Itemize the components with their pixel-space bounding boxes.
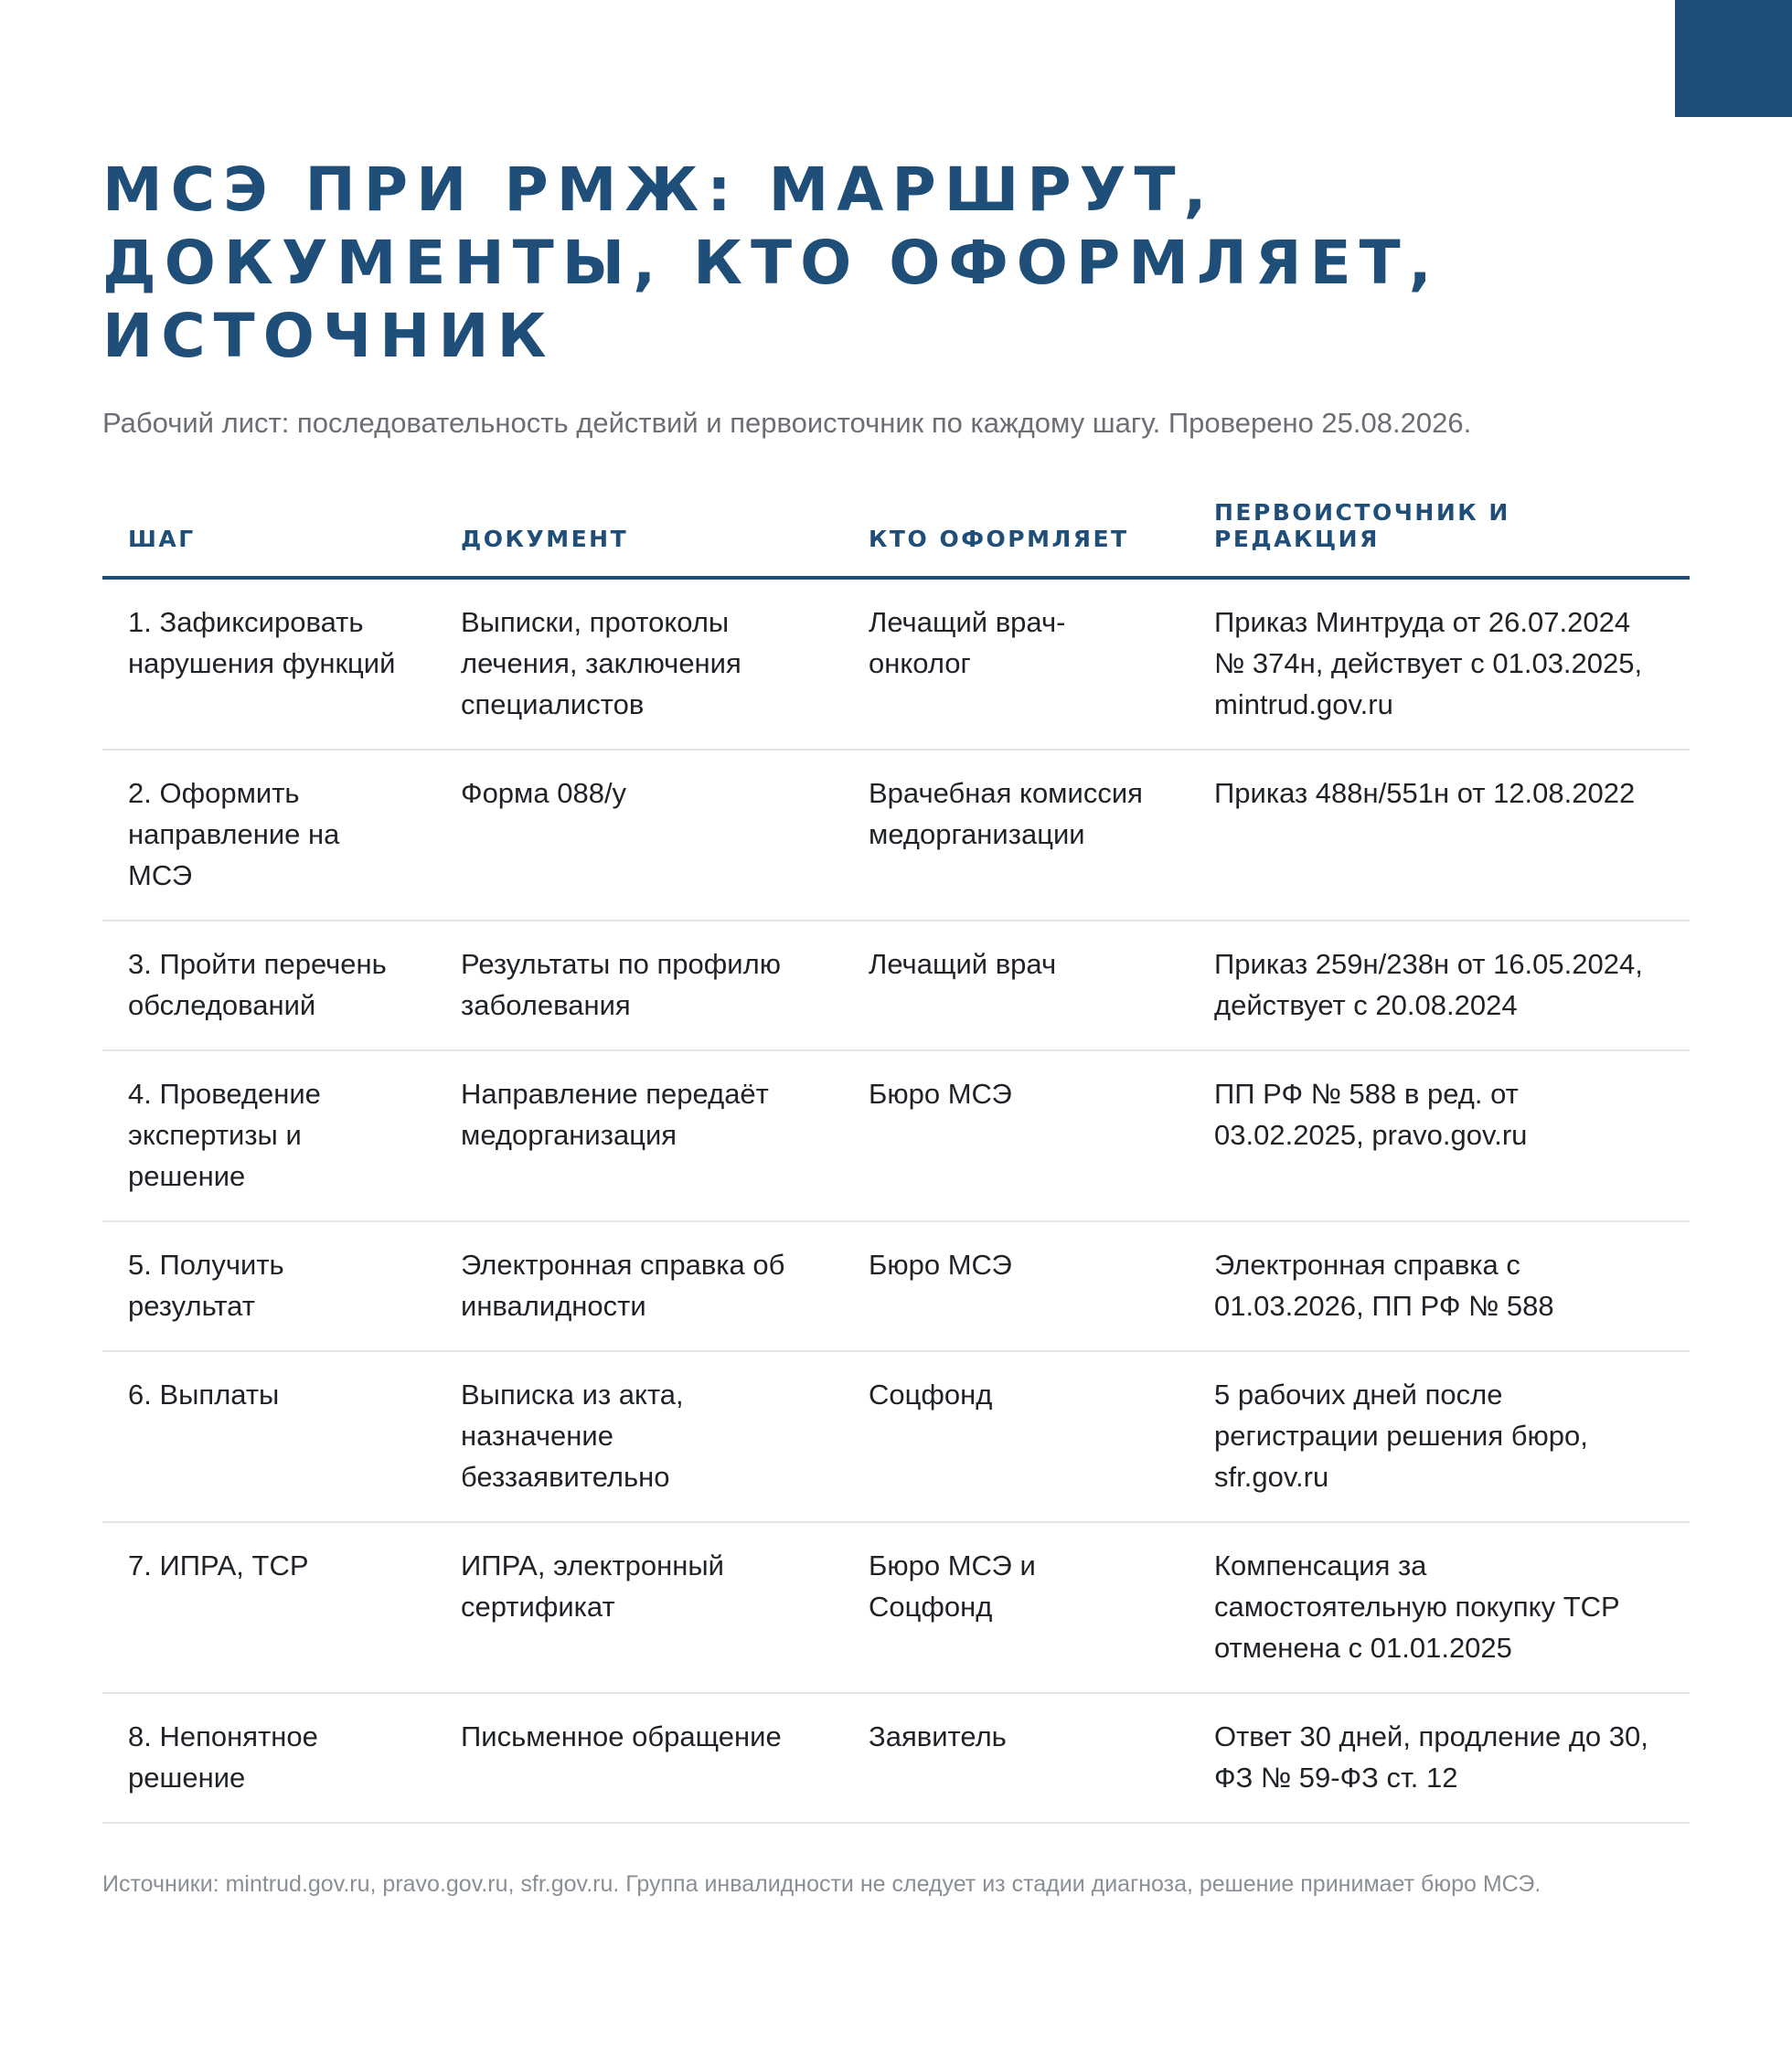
cell-source: ПП РФ № 588 в ред. от 03.02.2025, pravo.gov.ru xyxy=(1189,1050,1690,1221)
cell-who: Бюро МСЭ и Соцфонд xyxy=(843,1522,1189,1693)
cell-who: Бюро МСЭ xyxy=(843,1221,1189,1351)
table-row xyxy=(102,921,1690,1050)
cell-document: Выписка из акта, назначение беззаявительно xyxy=(435,1351,843,1522)
cell-step: 6. Выплаты xyxy=(102,1351,435,1522)
cell-source: Электронная справка с 01.03.2026, ПП РФ № 588 xyxy=(1189,1221,1690,1351)
column-header-source: ПЕРВОИСТОЧНИК И РЕДАКЦИЯ xyxy=(1189,499,1690,578)
table-row xyxy=(102,750,1690,921)
cell-document: Результаты по профилю заболевания xyxy=(435,921,843,1050)
corner-accent-block xyxy=(1675,0,1792,117)
table-header-row xyxy=(102,499,1690,578)
cell-who: Заявитель xyxy=(843,1693,1189,1823)
cell-step: 8. Непонятное решение xyxy=(102,1693,435,1823)
cell-document: Форма 088/у xyxy=(435,750,843,921)
cell-step: 5. Получить результат xyxy=(102,1221,435,1351)
route-table xyxy=(102,499,1690,1824)
cell-source: Компенсация за самостоятельную покупку ТСР отменена с 01.01.2025 xyxy=(1189,1522,1690,1693)
cell-source: Приказ 259н/238н от 16.05.2024, действует с 20.08.2024 xyxy=(1189,921,1690,1050)
cell-step: 7. ИПРА, ТСР xyxy=(102,1522,435,1693)
cell-document: ИПРА, электронный сертификат xyxy=(435,1522,843,1693)
cell-who: Лечащий врач xyxy=(843,921,1189,1050)
cell-source: Приказ Минтруда от 26.07.2024 № 374н, действует с 01.03.2025, mintrud.gov.ru xyxy=(1189,578,1690,750)
table-row xyxy=(102,1351,1690,1522)
page-subtitle: Рабочий лист: последовательность действий и первоисточник по каждому шагу. Проверено 25.08.2026. xyxy=(102,407,1472,439)
table-row xyxy=(102,578,1690,750)
cell-source: 5 рабочих дней после регистрации решения бюро, sfr.gov.ru xyxy=(1189,1351,1690,1522)
cell-step: 4. Проведение экспертизы и решение xyxy=(102,1050,435,1221)
table-row xyxy=(102,1522,1690,1693)
column-header-step: ШАГ xyxy=(102,499,435,578)
cell-document: Письменное обращение xyxy=(435,1693,843,1823)
cell-who: Лечащий врач-онколог xyxy=(843,578,1189,750)
cell-step: 2. Оформить направление на МСЭ xyxy=(102,750,435,921)
cell-source: Приказ 488н/551н от 12.08.2022 xyxy=(1189,750,1690,921)
table-row xyxy=(102,1221,1690,1351)
page-title: МСЭ ПРИ РМЖ: МАРШРУТ, ДОКУМЕНТЫ, КТО ОФОРМЛЯЕТ, ИСТОЧНИК xyxy=(102,154,1440,371)
cell-who: Соцфонд xyxy=(843,1351,1189,1522)
column-header-document: ДОКУМЕНТ xyxy=(435,499,843,578)
cell-source: Ответ 30 дней, продление до 30, ФЗ № 59-ФЗ ст. 12 xyxy=(1189,1693,1690,1823)
cell-who: Врачебная комиссия медорганизации xyxy=(843,750,1189,921)
cell-step: 3. Пройти перечень обследований xyxy=(102,921,435,1050)
sources-footnote: Источники: mintrud.gov.ru, pravo.gov.ru, sfr.gov.ru. Группа инвалидности не следует из стадии диагноза, решение принимает бюро МСЭ. xyxy=(102,1871,1541,1897)
worksheet xyxy=(102,154,1690,1923)
cell-document: Выписки, протоколы лечения, заключения специалистов xyxy=(435,578,843,750)
table-row xyxy=(102,1693,1690,1823)
column-header-who: КТО ОФОРМЛЯЕТ xyxy=(843,499,1189,578)
cell-document: Электронная справка об инвалидности xyxy=(435,1221,843,1351)
cell-who: Бюро МСЭ xyxy=(843,1050,1189,1221)
cell-document: Направление передаёт медорганизация xyxy=(435,1050,843,1221)
table-row xyxy=(102,1050,1690,1221)
cell-step: 1. Зафиксировать нарушения функций xyxy=(102,578,435,750)
